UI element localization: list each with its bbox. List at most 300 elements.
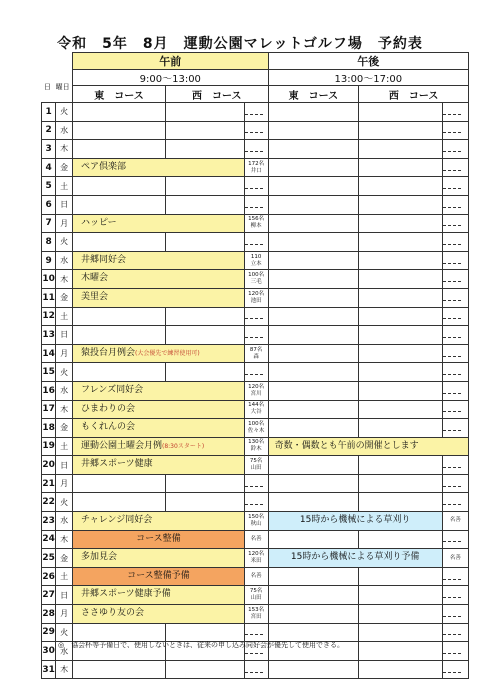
pm-west-cell[interactable]	[359, 493, 442, 512]
am-tag-text: 米田	[250, 558, 262, 565]
am-event-cell[interactable]	[72, 400, 244, 419]
pm-east-cell[interactable]	[268, 214, 359, 233]
am-tag-text: 120名	[248, 290, 265, 297]
pm-west-cell[interactable]	[359, 288, 442, 307]
pm-east-cell[interactable]	[268, 121, 359, 140]
table-row	[42, 363, 469, 382]
am-tag	[244, 344, 268, 363]
table-row	[42, 474, 469, 493]
page-title: 令和 5年 8月 運動公園マレットゴルフ場 予約表	[57, 36, 423, 52]
am-tag-text: 山田	[250, 465, 262, 472]
am-event-cell[interactable]	[72, 251, 244, 270]
am-event-cell[interactable]	[72, 419, 244, 438]
am-tag	[244, 288, 268, 307]
pm-tag	[442, 195, 468, 214]
am-event-label: コース整備	[136, 533, 181, 544]
table-row	[42, 512, 469, 531]
am-tag-text: 名善	[250, 573, 262, 580]
am-tag	[244, 326, 268, 345]
pm-time: 13:00～17:00	[268, 70, 468, 86]
day-number: 19	[42, 437, 56, 456]
pm-east-cell[interactable]	[268, 586, 359, 605]
am-tag	[244, 177, 268, 196]
am-tag-text: 池田	[250, 297, 262, 304]
am-event-label: もくれんの会	[80, 422, 135, 433]
pm-west-cell[interactable]	[359, 530, 442, 549]
am-east-cell[interactable]	[72, 307, 165, 326]
pm-west-cell[interactable]	[359, 103, 442, 122]
am-event-label: ペア倶楽部	[80, 161, 126, 172]
pm-tag	[442, 456, 468, 475]
am-tag-text: 87名	[249, 346, 263, 353]
pm-tag	[442, 493, 468, 512]
weekday: 月	[56, 214, 73, 233]
am-tag	[244, 660, 268, 679]
pm-tag	[442, 344, 468, 363]
am-tag	[244, 270, 268, 289]
table-row	[42, 103, 469, 122]
day-number: 1	[42, 103, 56, 122]
weekday: 水	[56, 381, 73, 400]
am-east-cell[interactable]	[72, 623, 165, 642]
am-event-label: ささゆり友の会	[80, 608, 144, 619]
am-event-label: 木曜会	[80, 273, 108, 284]
weekday: 水	[56, 251, 73, 270]
am-tag	[244, 214, 268, 233]
pm-tag	[442, 530, 468, 549]
pm-west-cell[interactable]	[359, 251, 442, 270]
pm-west-cell[interactable]	[359, 381, 442, 400]
pm-tag	[442, 363, 468, 382]
am-west-cell[interactable]	[166, 493, 245, 512]
table-row	[42, 493, 469, 512]
table-row	[42, 288, 469, 307]
am-event-label: コース整備予備	[127, 570, 190, 581]
am-west-cell[interactable]	[166, 660, 245, 679]
am-west-cell[interactable]	[166, 140, 245, 159]
weekday: 水	[56, 121, 73, 140]
weekday: 日	[56, 326, 73, 345]
pm-tag	[442, 474, 468, 493]
day-number: 25	[42, 549, 56, 568]
reservation-table	[41, 52, 469, 679]
am-tag	[244, 233, 268, 252]
day-number: 26	[42, 567, 56, 586]
pm-tag	[442, 586, 468, 605]
weekday: 木	[56, 270, 73, 289]
am-tag	[244, 623, 268, 642]
am-tag-text: 150名	[248, 513, 265, 520]
pm-west-cell[interactable]	[359, 605, 442, 624]
am-east-cell[interactable]	[72, 363, 165, 382]
pm-tag	[442, 400, 468, 419]
am-tag	[244, 195, 268, 214]
am-tag	[244, 363, 268, 382]
table-row	[42, 530, 469, 549]
weekday: 火	[56, 363, 73, 382]
am-tag-text: 鈴木	[250, 446, 262, 453]
day-number: 11	[42, 288, 56, 307]
pm-west-cell[interactable]	[359, 567, 442, 586]
am-west-cell[interactable]	[166, 363, 245, 382]
pm-east-cell[interactable]	[268, 344, 359, 363]
am-tag-text: 130名	[248, 439, 265, 446]
am-tag	[244, 530, 268, 549]
day-number: 3	[42, 140, 56, 159]
pm-west-cell[interactable]	[359, 140, 442, 159]
am-event-cell[interactable]	[72, 586, 244, 605]
pm-east-cell[interactable]	[268, 270, 359, 289]
pm-west-cell[interactable]	[359, 474, 442, 493]
am-tag-text: 山田	[250, 595, 262, 602]
am-header: 午前	[72, 53, 268, 70]
am-tag-text: 宮川	[250, 390, 262, 397]
am-event-cell[interactable]	[72, 270, 244, 289]
pm-east-cell[interactable]	[268, 158, 359, 177]
pm-tag	[442, 307, 468, 326]
am-tag	[244, 140, 268, 159]
pm-west-cell[interactable]	[359, 233, 442, 252]
am-tag-text: 三毛	[250, 279, 262, 286]
am-event-note: (8:30スタート)	[162, 442, 205, 450]
table-row	[42, 140, 469, 159]
am-tag	[244, 493, 268, 512]
am-tag-text: 153名	[248, 606, 265, 613]
am-west-cell[interactable]	[166, 177, 245, 196]
pm-tag	[442, 381, 468, 400]
pm-west-cell[interactable]	[359, 344, 442, 363]
am-tag	[244, 567, 268, 586]
am-event-label: 多加見会	[80, 552, 117, 563]
am-tag	[244, 549, 268, 568]
day-number: 18	[42, 419, 56, 438]
pm-tag-text: 名善	[449, 554, 461, 561]
table-row	[42, 456, 469, 475]
table-row	[42, 177, 469, 196]
weekday: 金	[56, 288, 73, 307]
pm-tag-text: 名善	[449, 517, 461, 524]
day-number: 5	[42, 177, 56, 196]
am-time: 9:00～13:00	[72, 70, 268, 86]
pm-event-label: 15時から機械による草刈り	[299, 515, 411, 526]
am-east-cell[interactable]	[72, 493, 165, 512]
day-number: 2	[42, 121, 56, 140]
weekday: 月	[56, 605, 73, 624]
weekday: 月	[56, 474, 73, 493]
table-row	[42, 400, 469, 419]
day-number: 9	[42, 251, 56, 270]
pm-tag	[442, 177, 468, 196]
pm-east-header: 東 コース	[268, 86, 359, 103]
am-west-cell[interactable]	[166, 195, 245, 214]
am-tag	[244, 474, 268, 493]
pm-west-cell[interactable]	[359, 419, 442, 438]
pm-east-cell[interactable]	[268, 474, 359, 493]
am-east-cell[interactable]	[72, 326, 165, 345]
weekday: 月	[56, 344, 73, 363]
day-number: 10	[42, 270, 56, 289]
pm-east-cell[interactable]	[268, 381, 359, 400]
am-event-note: (大会優先で練習使用可)	[135, 349, 200, 357]
am-event-cell[interactable]	[72, 437, 244, 456]
pm-tag	[442, 419, 468, 438]
am-east-cell[interactable]	[72, 474, 165, 493]
pm-event-label: 15時から機械による草刈り予備	[290, 552, 420, 563]
am-event-cell[interactable]	[72, 605, 244, 624]
table-row	[42, 251, 469, 270]
weekday: 木	[56, 140, 73, 159]
pm-event-cell[interactable]	[268, 437, 468, 456]
pm-east-cell[interactable]	[268, 233, 359, 252]
am-tag-text: 森	[253, 353, 259, 360]
table-row	[42, 307, 469, 326]
pm-east-cell[interactable]	[268, 419, 359, 438]
am-event-cell[interactable]	[72, 549, 244, 568]
day-number: 22	[42, 493, 56, 512]
weekday: 土	[56, 177, 73, 196]
am-tag-text: 秋山	[250, 520, 262, 527]
footnote: ◎ 協会杯等予備日で、使用しないときは、従来の申し込み同好会が優先して使用できる。	[58, 641, 344, 649]
weekday: 日	[56, 195, 73, 214]
am-east-cell[interactable]	[72, 140, 165, 159]
pm-event-cell[interactable]	[268, 512, 442, 531]
pm-west-cell[interactable]	[359, 158, 442, 177]
pm-east-cell[interactable]	[268, 140, 359, 159]
am-tag-text: 100名	[248, 272, 265, 279]
am-east-header: 東 コース	[72, 86, 165, 103]
am-west-cell[interactable]	[166, 326, 245, 345]
am-east-cell[interactable]	[72, 660, 165, 679]
am-event-cell[interactable]	[72, 530, 244, 549]
pm-tag	[442, 512, 468, 531]
table-row	[42, 605, 469, 624]
am-west-header: 西 コース	[166, 86, 269, 103]
weekday: 火	[56, 233, 73, 252]
pm-west-cell[interactable]	[359, 363, 442, 382]
am-event-cell[interactable]	[72, 288, 244, 307]
pm-tag	[442, 158, 468, 177]
am-event-label: 井郷スポーツ健康	[80, 459, 153, 470]
table-row	[42, 549, 469, 568]
am-tag-text: 大谷	[250, 409, 262, 416]
am-tag	[244, 400, 268, 419]
pm-east-cell[interactable]	[268, 530, 359, 549]
pm-east-cell[interactable]	[268, 307, 359, 326]
pm-east-cell[interactable]	[268, 326, 359, 345]
am-event-label: 猿投台月例会	[80, 347, 135, 358]
am-east-cell[interactable]	[72, 195, 165, 214]
pm-tag	[442, 121, 468, 140]
am-event-cell[interactable]	[72, 344, 244, 363]
am-east-cell[interactable]	[72, 233, 165, 252]
pm-west-cell[interactable]	[359, 214, 442, 233]
pm-tag	[442, 288, 468, 307]
am-west-cell[interactable]	[166, 121, 245, 140]
weekday: 日	[56, 586, 73, 605]
pm-west-cell[interactable]	[359, 400, 442, 419]
pm-east-cell[interactable]	[268, 456, 359, 475]
day-number: 16	[42, 381, 56, 400]
day-number: 23	[42, 512, 56, 531]
am-east-cell[interactable]	[72, 121, 165, 140]
am-west-cell[interactable]	[166, 623, 245, 642]
am-tag-text: 172名	[248, 160, 265, 167]
am-event-label: 運動公園土曜会月例	[80, 440, 162, 451]
weekday: 木	[56, 400, 73, 419]
day-number: 17	[42, 400, 56, 419]
day-number: 27	[42, 586, 56, 605]
day-number: 7	[42, 214, 56, 233]
am-event-label: チャレンジ同好会	[80, 515, 153, 526]
am-tag	[244, 251, 268, 270]
pm-east-cell[interactable]	[268, 177, 359, 196]
table-row	[42, 419, 469, 438]
am-tag	[244, 512, 268, 531]
am-tag-text: 柳本	[250, 223, 262, 230]
am-event-label: フレンズ同好会	[80, 384, 144, 395]
am-tag-text: 75名	[249, 458, 263, 465]
pm-east-cell[interactable]	[268, 400, 359, 419]
am-event-cell[interactable]	[72, 512, 244, 531]
table-row	[42, 586, 469, 605]
pm-tag	[442, 660, 468, 679]
pm-east-cell[interactable]	[268, 493, 359, 512]
am-event-cell[interactable]	[72, 381, 244, 400]
pm-west-cell[interactable]	[359, 660, 442, 679]
am-west-cell[interactable]	[166, 474, 245, 493]
pm-west-cell[interactable]	[359, 121, 442, 140]
am-west-cell[interactable]	[166, 103, 245, 122]
day-number: 28	[42, 605, 56, 624]
weekday: 土	[56, 437, 73, 456]
day-number: 31	[42, 660, 56, 679]
table-row	[42, 437, 469, 456]
table-row	[42, 121, 469, 140]
am-event-cell[interactable]	[72, 456, 244, 475]
am-event-label: 美里会	[80, 291, 108, 302]
weekday: 木	[56, 660, 73, 679]
pm-west-cell[interactable]	[359, 177, 442, 196]
day-col-header: 日	[43, 83, 51, 92]
weekday: 金	[56, 549, 73, 568]
pm-west-cell[interactable]	[359, 326, 442, 345]
day-number: 21	[42, 474, 56, 493]
pm-west-cell[interactable]	[359, 270, 442, 289]
am-tag-text: 佐々木	[247, 427, 265, 434]
am-east-cell[interactable]	[72, 103, 165, 122]
weekday-col-header: 曜日	[55, 83, 70, 92]
am-tag-text: 100名	[248, 420, 265, 427]
am-tag	[244, 437, 268, 456]
day-number: 24	[42, 530, 56, 549]
day-number: 15	[42, 363, 56, 382]
pm-tag	[442, 642, 468, 661]
day-number: 8	[42, 233, 56, 252]
am-tag-text: 宮田	[250, 613, 262, 620]
am-tag-text: 110	[250, 253, 262, 260]
weekday: 火	[56, 103, 73, 122]
table-row	[42, 567, 469, 586]
table-row	[42, 233, 469, 252]
am-event-label: ひまわりの会	[80, 403, 135, 414]
pm-east-cell[interactable]	[268, 660, 359, 679]
am-event-cell[interactable]	[72, 567, 244, 586]
am-tag	[244, 307, 268, 326]
pm-east-cell[interactable]	[268, 623, 359, 642]
day-number: 12	[42, 307, 56, 326]
table-row	[42, 195, 469, 214]
pm-west-header: 西 コース	[359, 86, 469, 103]
table-row	[42, 623, 469, 642]
pm-west-cell[interactable]	[359, 642, 442, 661]
weekday: 木	[56, 530, 73, 549]
am-tag	[244, 121, 268, 140]
pm-east-cell[interactable]	[268, 605, 359, 624]
am-east-cell[interactable]	[72, 177, 165, 196]
day-number: 20	[42, 456, 56, 475]
pm-tag	[442, 270, 468, 289]
weekday: 土	[56, 567, 73, 586]
pm-west-cell[interactable]	[359, 307, 442, 326]
pm-header: 午後	[268, 53, 468, 70]
am-west-cell[interactable]	[166, 307, 245, 326]
pm-event-cell[interactable]	[268, 549, 442, 568]
table-row	[42, 344, 469, 363]
pm-west-cell[interactable]	[359, 456, 442, 475]
am-tag-text: 144名	[248, 402, 265, 409]
day-number: 13	[42, 326, 56, 345]
pm-east-cell[interactable]	[268, 363, 359, 382]
pm-tag	[442, 103, 468, 122]
pm-west-cell[interactable]	[359, 586, 442, 605]
am-event-cell[interactable]	[72, 158, 244, 177]
am-west-cell[interactable]	[166, 233, 245, 252]
am-tag-text: 立本	[250, 260, 262, 267]
pm-east-cell[interactable]	[268, 567, 359, 586]
table-row	[42, 214, 469, 233]
am-tag-text: 156名	[248, 216, 265, 223]
weekday: 火	[56, 623, 73, 642]
am-tag	[244, 419, 268, 438]
am-tag	[244, 456, 268, 475]
am-event-label: 井郷同好会	[80, 254, 126, 265]
pm-east-cell[interactable]	[268, 288, 359, 307]
am-event-label: ハッピー	[80, 217, 117, 228]
pm-tag	[442, 623, 468, 642]
weekday: 土	[56, 307, 73, 326]
am-tag	[244, 158, 268, 177]
pm-tag	[442, 605, 468, 624]
pm-west-cell[interactable]	[359, 623, 442, 642]
am-tag	[244, 381, 268, 400]
day-number: 14	[42, 344, 56, 363]
am-event-cell[interactable]	[72, 214, 244, 233]
pm-east-cell[interactable]	[268, 195, 359, 214]
pm-west-cell[interactable]	[359, 195, 442, 214]
weekday: 火	[56, 493, 73, 512]
am-tag-text: 120名	[248, 551, 265, 558]
day-number: 30	[42, 642, 56, 661]
table-row	[42, 270, 469, 289]
weekday: 水	[56, 642, 73, 661]
pm-event-label: 奇数・偶数とも午前の開催とします	[274, 440, 419, 451]
table-row	[42, 158, 469, 177]
pm-east-cell[interactable]	[268, 251, 359, 270]
pm-tag	[442, 140, 468, 159]
table-row	[42, 381, 469, 400]
pm-east-cell[interactable]	[268, 103, 359, 122]
pm-tag	[442, 326, 468, 345]
